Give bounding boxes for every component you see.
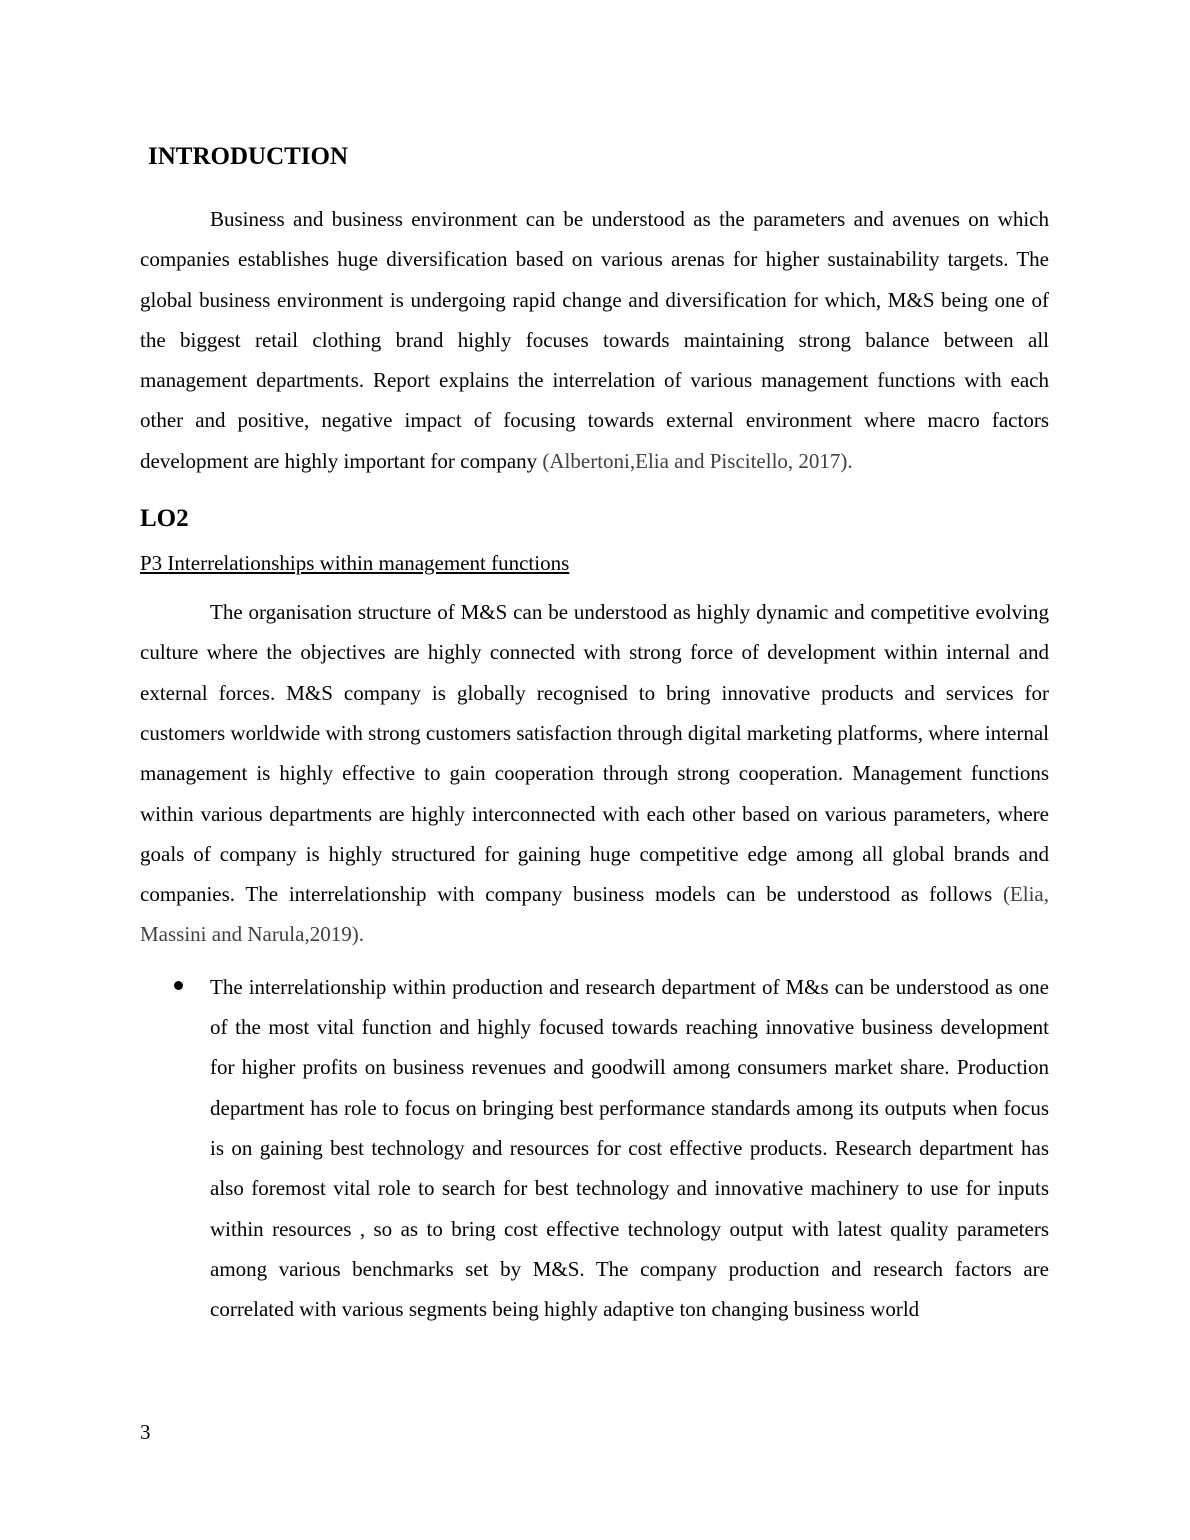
introduction-body: Business and business environment can be understood as the parameters and avenues on which companies establishes huge diversification based on various arenas for higher sustainability targets. The global business environment is undergoing rapid change and diversification for which, M&S being one of the biggest retail clothing brand highly focuses towards maintaining strong balance between all management departments. Report explains the interrelation of various management functions with each other and positive, negative impact of focusing towards external environment where macro factors development are highly important for company bbox=[140, 207, 1049, 473]
lo2-paragraph bbox=[140, 592, 1049, 955]
introduction-paragraph bbox=[140, 199, 1049, 481]
lo2-heading: LO2 bbox=[140, 505, 189, 533]
lo2-citation: (Elia, Massini and Narula,2019). bbox=[140, 882, 1049, 947]
bullet-list bbox=[140, 967, 1049, 1330]
p3-subheading: P3 Interrelationships within management functions bbox=[140, 551, 570, 576]
bullet-text: The interrelationship within production and research department of M&s can be understood as one of the most vital function and highly focused towards reaching innovative business development for higher profits on business revenues and goodwill among consumers market share. Production department has role to focus on bringing best performance standards among its outputs when focus is on gaining best technology and resources for cost effective products. Research department has also foremost vital role to search for best technology and innovative machinery to use for inputs within resources , so as to bring cost effective technology output with latest quality parameters among various benchmarks set by M&S. The company production and research factors are correlated with various segments being highly adaptive ton changing business world bbox=[210, 974, 1049, 1322]
page-number: 3 bbox=[140, 1420, 151, 1444]
bullet-icon bbox=[174, 981, 183, 990]
lo2-body: The organisation structure of M&S can be understood as highly dynamic and competitive evolving culture where the objectives are highly connected with strong force of development within internal and external forces. M&S company is globally recognised to bring innovative products and services for customers worldwide with strong customers satisfaction through digital marketing platforms, where internal management is highly effective to gain cooperation through strong cooperation. Management functions within various departments are highly interconnected with each other based on various parameters, where goals of company is highly structured for gaining huge competitive edge among all global brands and companies. The interrelationship with company business models can be understood as follows bbox=[140, 600, 1049, 907]
introduction-citation: (Albertoni,Elia and Piscitello, 2017). bbox=[542, 448, 853, 473]
list-item bbox=[140, 967, 1049, 1330]
introduction-heading: INTRODUCTION bbox=[148, 143, 349, 170]
page-content bbox=[140, 140, 1049, 1329]
